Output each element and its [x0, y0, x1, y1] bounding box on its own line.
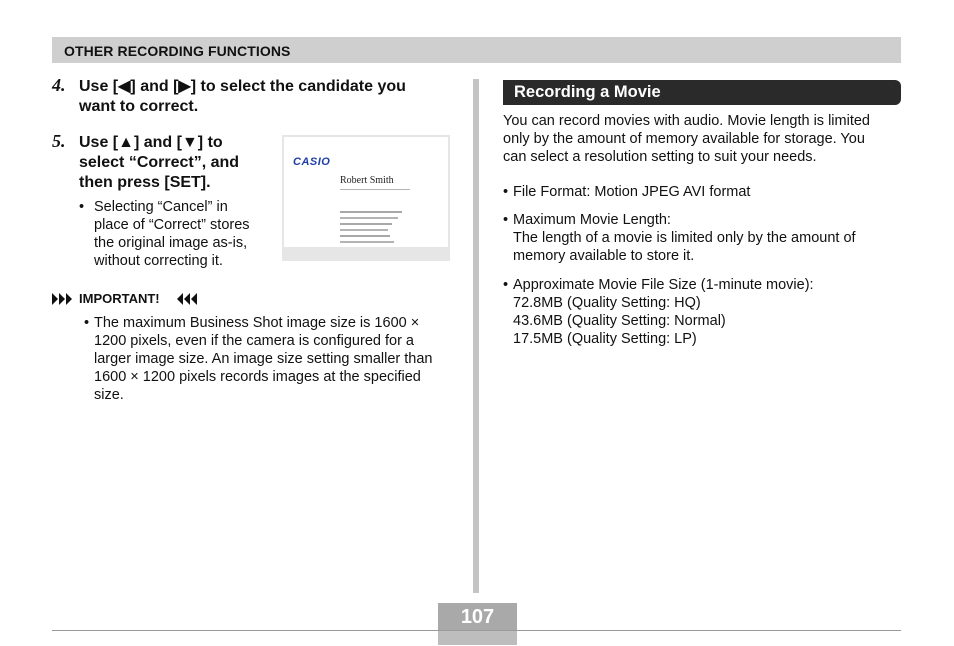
bullet-line: File Format: Motion JPEG AVI format — [513, 184, 751, 200]
bullet-dot: • — [503, 184, 509, 200]
card-line — [340, 223, 392, 225]
bullet-line: 1600 × 1200 pixels records images at the specified — [94, 369, 421, 385]
page-number-tab — [438, 631, 517, 645]
section-heading-bar — [503, 80, 901, 105]
card-name: Robert Smith — [340, 175, 394, 186]
bullet-file-size — [503, 276, 814, 348]
step-4-line: want to correct. — [79, 98, 199, 115]
bullet-line: Approximate Movie File Size (1-minute movie): — [513, 277, 814, 293]
bullet-dot: • — [503, 277, 509, 293]
bullet-dot: • — [84, 315, 90, 331]
bullet-line: 72.8MB (Quality Setting: HQ) — [513, 295, 701, 311]
step-5-bullet — [79, 198, 269, 270]
bullet-line: 43.6MB (Quality Setting: Normal) — [513, 313, 726, 329]
bullet-line: without correcting it. — [94, 253, 223, 269]
bullet-line: 1200 pixels, even if the camera is configured for a — [94, 333, 414, 349]
important-arrows-icon — [175, 293, 197, 305]
bullet-line: The maximum Business Shot image size is 1600 × — [94, 315, 420, 331]
step-4-line: Use [◀] and [▶] to select the candidate you — [79, 78, 406, 95]
header-bar — [52, 37, 901, 63]
important-label: IMPORTANT! — [79, 291, 160, 306]
page-number-box — [438, 603, 517, 645]
page-number: 107 — [460, 606, 495, 628]
card-line — [340, 235, 390, 237]
casio-logo: CASIO — [293, 156, 331, 168]
bullet-line: memory available to store it. — [513, 248, 695, 264]
bullet-line: the original image as-is, — [94, 235, 248, 251]
important-arrows-icon — [52, 293, 74, 305]
card-line — [340, 217, 398, 219]
step-5-number: 5. — [52, 131, 66, 151]
bullet-line: size. — [94, 387, 124, 403]
section-title: Recording a Movie — [514, 83, 661, 101]
bullet-line: The length of a movie is limited only by the amount of — [513, 230, 856, 246]
step-5-line: then press [SET]. — [79, 174, 211, 191]
bullet-max-length — [503, 211, 856, 265]
bullet-dot: • — [503, 212, 509, 228]
business-card-image — [282, 135, 450, 261]
step-5-bullet-text — [79, 198, 269, 270]
card-line — [340, 229, 388, 231]
intro-paragraph — [503, 112, 870, 166]
business-card — [284, 137, 448, 247]
bullet-dot: • — [79, 199, 85, 215]
intro-line: can select a resolution setting to suit your needs. — [503, 149, 817, 165]
bullet-file-format — [503, 183, 750, 201]
intro-line: only by the amount of memory available for storage. You — [503, 131, 865, 147]
important-text — [84, 314, 454, 404]
card-line — [340, 211, 402, 213]
bullet-line: Selecting “Cancel” in — [94, 199, 228, 215]
intro-line: You can record movies with audio. Movie length is limited — [503, 113, 870, 129]
step-5-text — [79, 133, 239, 193]
step-5-line: select “Correct”, and — [79, 154, 240, 171]
column-divider — [473, 79, 479, 593]
card-line — [340, 241, 394, 243]
bullet-line: 17.5MB (Quality Setting: LP) — [513, 331, 697, 347]
header-title: OTHER RECORDING FUNCTIONS — [64, 43, 291, 59]
step-4-number: 4. — [52, 75, 66, 95]
bullet-line: Maximum Movie Length: — [513, 212, 671, 228]
important-bullet — [84, 314, 454, 404]
step-4-text — [79, 77, 406, 117]
step-5-line: Use [▲] and [▼] to — [79, 134, 223, 151]
card-line — [340, 189, 410, 190]
bullet-line: larger image size. An image size setting smaller than — [94, 351, 433, 367]
bullet-line: place of “Correct” stores — [94, 217, 250, 233]
